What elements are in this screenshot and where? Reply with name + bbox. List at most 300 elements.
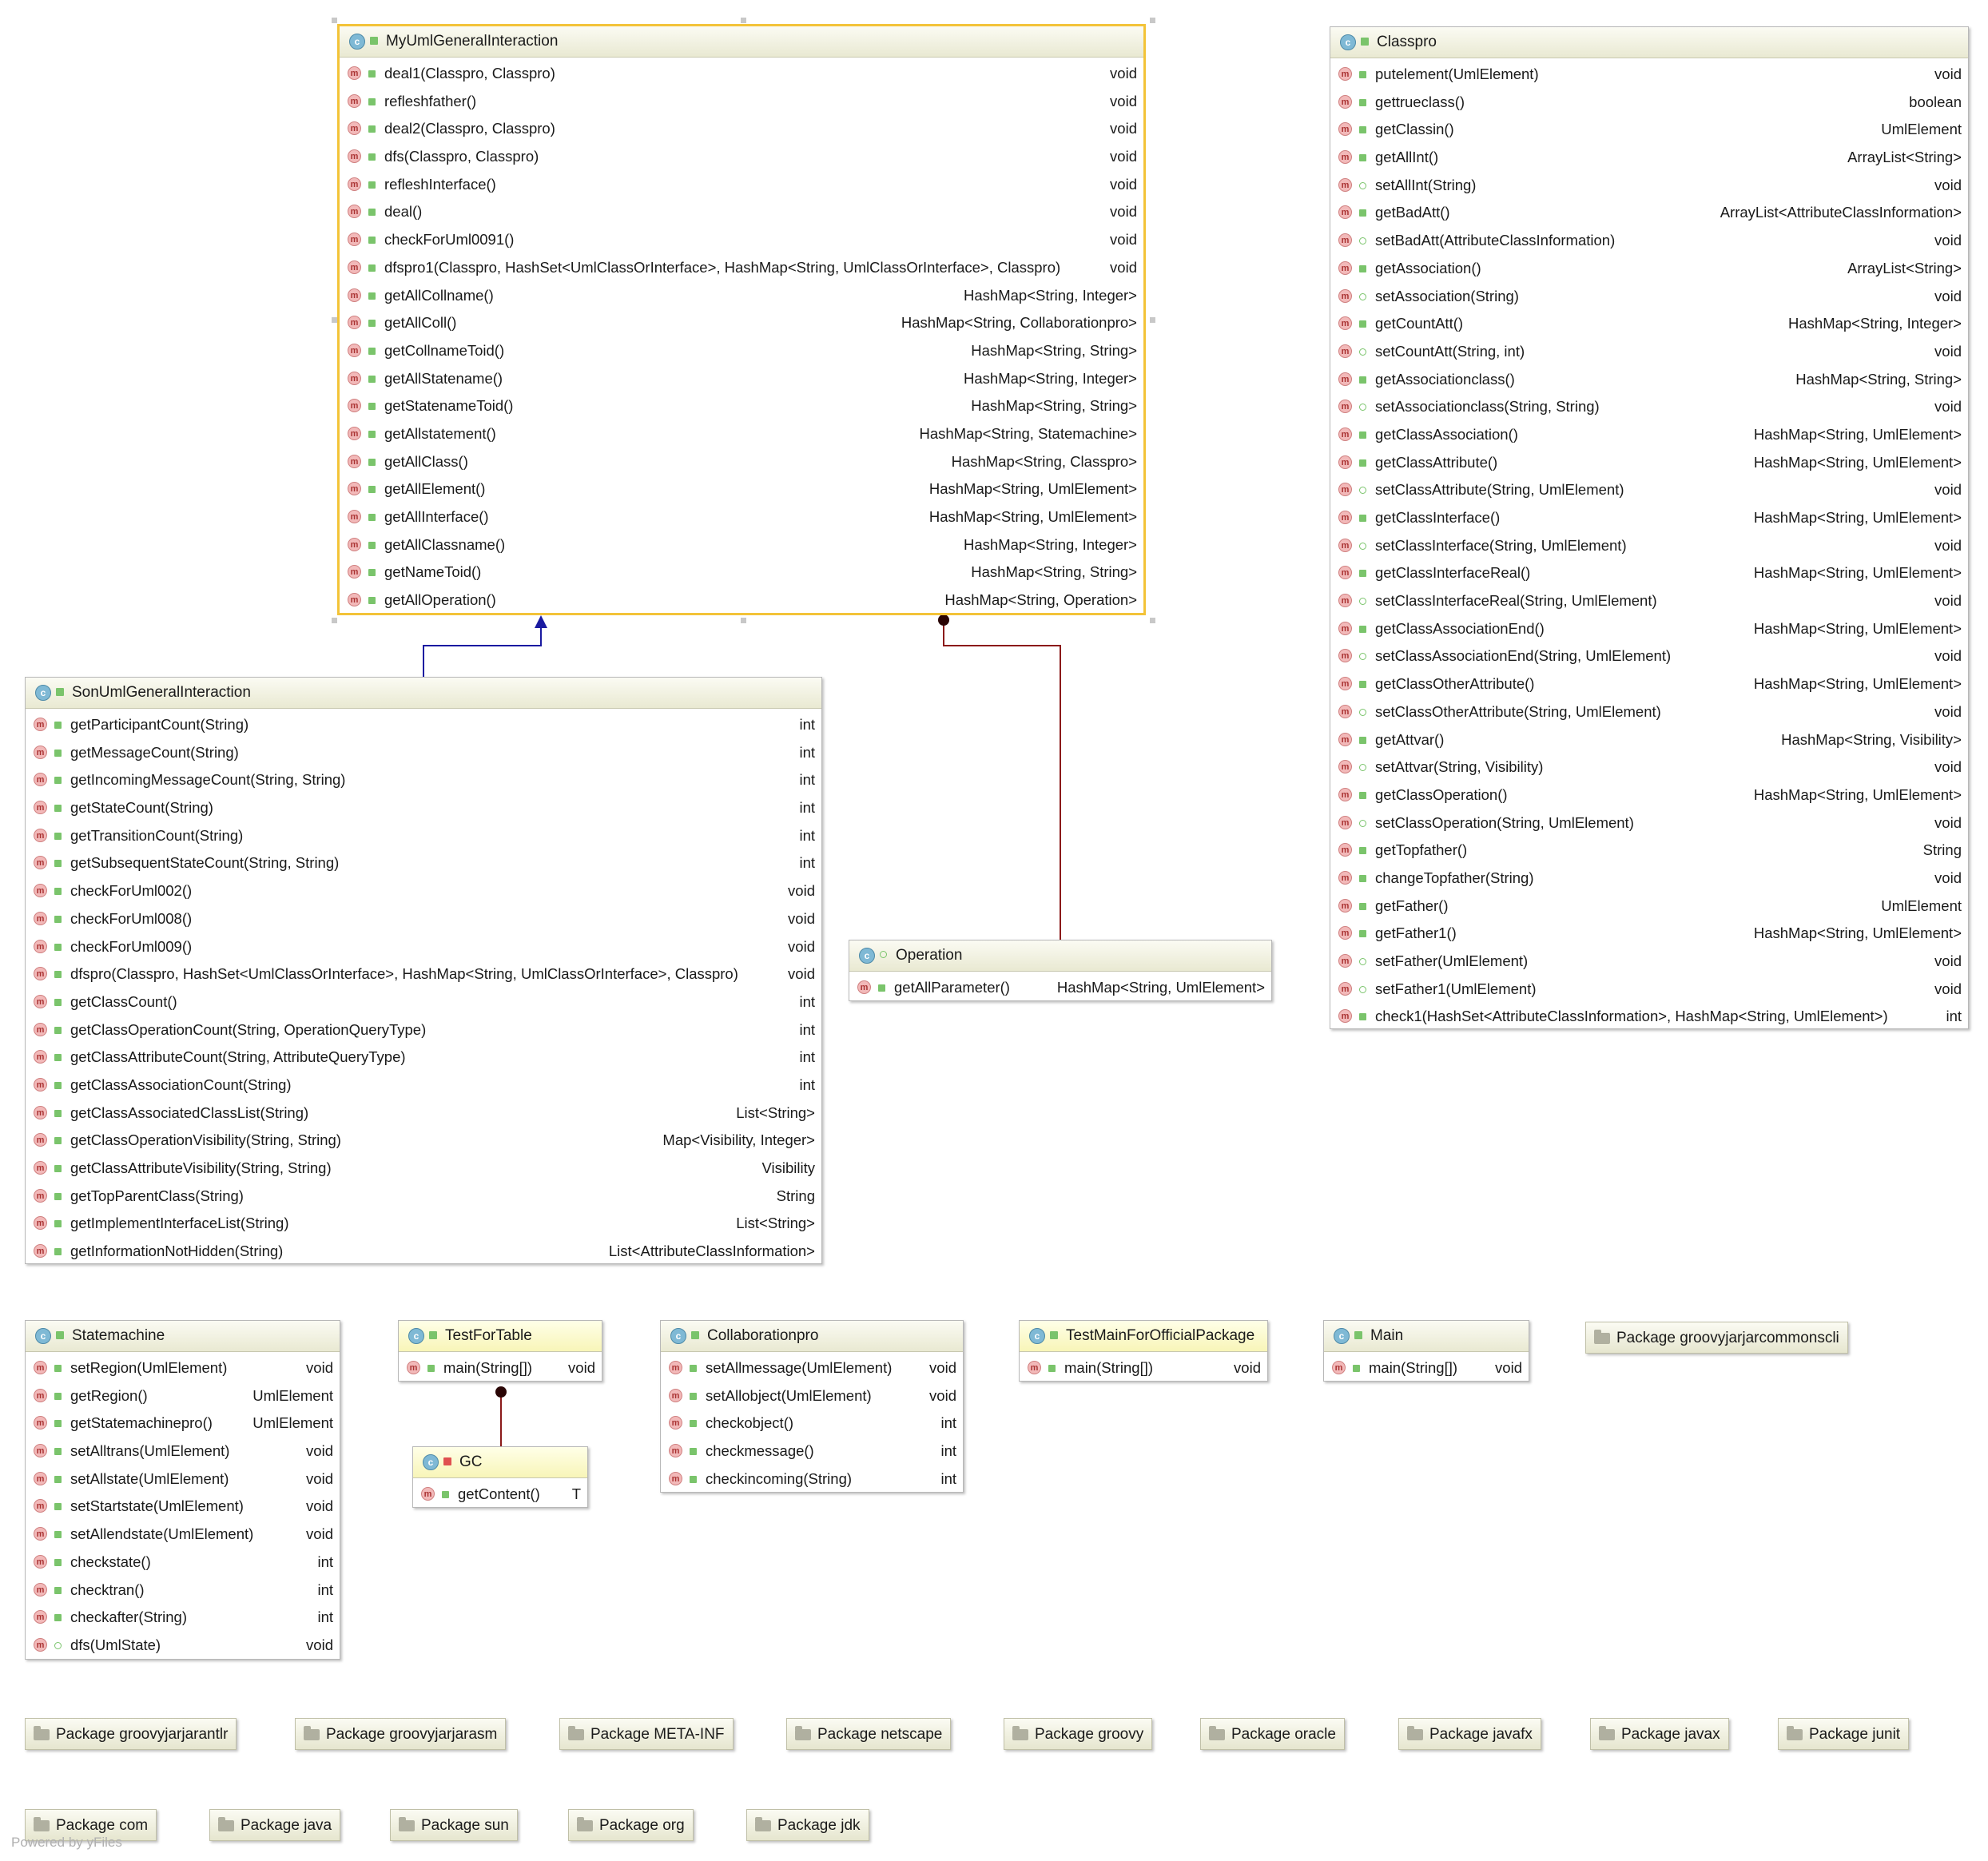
return-type: void	[788, 937, 815, 955]
method-signature: setClassOtherAttribute(String, UmlElement)	[1375, 702, 1661, 720]
public-visibility-icon	[368, 237, 376, 244]
public-visibility-icon	[54, 916, 62, 923]
package-node[interactable]	[25, 1718, 237, 1750]
method-row[interactable]	[1330, 865, 1968, 893]
class-node[interactable]	[412, 1446, 588, 1508]
class-node[interactable]	[1019, 1320, 1268, 1382]
method-signature: getSubsequentStateCount(String, String)	[70, 854, 340, 872]
return-type: ArrayList<String>	[1847, 259, 1962, 276]
method-icon: m	[1338, 261, 1352, 275]
method-row[interactable]	[1330, 393, 1968, 421]
footer-credit: Powered by yFiles	[11, 1835, 122, 1850]
package-label: Package com	[56, 1817, 149, 1834]
method-signature: getRegion()	[70, 1386, 148, 1404]
method-icon: m	[1338, 733, 1352, 746]
method-icon: m	[1338, 899, 1352, 913]
method-icon: m	[34, 884, 47, 897]
class-header[interactable]	[340, 26, 1143, 58]
class-header[interactable]	[1324, 1321, 1529, 1352]
public-visibility-icon	[54, 1027, 62, 1034]
package-node[interactable]	[1590, 1718, 1729, 1750]
method-row[interactable]	[26, 1438, 340, 1465]
method-row[interactable]	[26, 711, 821, 739]
method-row[interactable]	[1330, 809, 1968, 837]
class-header[interactable]	[1330, 27, 1968, 58]
method-row[interactable]	[340, 420, 1143, 448]
method-icon: m	[348, 233, 361, 246]
return-type: ArrayList<AttributeClassInformation>	[1720, 204, 1962, 221]
method-row[interactable]	[26, 849, 821, 877]
method-row[interactable]	[849, 974, 1271, 1002]
method-row[interactable]	[26, 1632, 340, 1660]
method-row[interactable]	[340, 60, 1143, 88]
method-row[interactable]	[340, 475, 1143, 503]
class-header[interactable]	[661, 1321, 963, 1352]
public-visibility-icon	[368, 569, 376, 576]
class-header[interactable]	[413, 1447, 587, 1478]
public-visibility-icon	[1359, 626, 1366, 633]
method-signature: setAttvar(String, Visibility)	[1375, 758, 1544, 776]
inheritance-arrowhead	[535, 615, 547, 628]
method-row[interactable]	[26, 1577, 340, 1605]
method-row[interactable]	[413, 1481, 587, 1509]
public-visibility-icon	[368, 292, 376, 300]
public-visibility-icon	[368, 597, 376, 604]
return-type: void	[929, 1359, 956, 1376]
public-visibility-icon	[1359, 737, 1366, 744]
selection-handle[interactable]	[741, 18, 746, 23]
public-visibility-icon	[1359, 71, 1366, 78]
method-icon: m	[348, 94, 361, 108]
method-icon: m	[348, 177, 361, 191]
method-icon: m	[348, 149, 361, 163]
public-visibility-icon	[1359, 376, 1366, 384]
method-row[interactable]	[1330, 172, 1968, 200]
method-row[interactable]	[26, 1604, 340, 1632]
return-type: void	[788, 965, 815, 983]
method-signature: getAllClass()	[384, 452, 468, 470]
method-icon: m	[34, 1106, 47, 1119]
method-row[interactable]	[26, 822, 821, 850]
package-node[interactable]	[568, 1809, 694, 1841]
package-node[interactable]	[1004, 1718, 1152, 1750]
return-type: HashMap<String, Operation>	[944, 591, 1137, 609]
method-signature: setAssociation(String)	[1375, 287, 1519, 304]
method-row[interactable]	[340, 143, 1143, 171]
method-row[interactable]	[26, 1155, 821, 1183]
public-visibility-icon	[1359, 1013, 1366, 1020]
return-type: int	[799, 1076, 815, 1093]
method-icon: m	[34, 967, 47, 980]
method-row[interactable]	[340, 587, 1143, 614]
class-name: Classpro	[1377, 34, 1437, 50]
method-row[interactable]	[26, 1549, 340, 1577]
method-row[interactable]	[1324, 1354, 1529, 1382]
return-type: void	[568, 1359, 595, 1376]
method-signature: getClassInterfaceReal()	[1375, 564, 1531, 582]
method-icon: m	[669, 1361, 682, 1374]
method-signature: setFather1(UmlElement)	[1375, 980, 1537, 997]
method-row[interactable]	[340, 337, 1143, 365]
method-signature: getClassAssociatedClassList(String)	[70, 1103, 309, 1121]
method-row[interactable]	[1330, 476, 1968, 504]
method-row[interactable]	[1330, 642, 1968, 670]
method-row[interactable]	[1330, 338, 1968, 366]
method-row[interactable]	[1330, 116, 1968, 144]
return-type: void	[1934, 176, 1962, 193]
public-visibility-icon	[1359, 209, 1366, 217]
return-type: int	[1946, 1008, 1962, 1025]
public-visibility-icon	[1359, 792, 1366, 799]
public-visibility-icon	[1359, 930, 1366, 937]
method-row[interactable]	[1330, 615, 1968, 643]
method-row[interactable]	[26, 960, 821, 988]
public-visibility-icon	[690, 1393, 697, 1400]
method-row[interactable]	[661, 1354, 963, 1382]
method-row[interactable]	[340, 365, 1143, 393]
method-row[interactable]	[26, 739, 821, 767]
return-type: int	[799, 771, 815, 789]
method-signature: getInformationNotHidden(String)	[70, 1243, 284, 1260]
method-row[interactable]	[1330, 893, 1968, 921]
method-row[interactable]	[1330, 89, 1968, 117]
method-row[interactable]	[26, 1100, 821, 1127]
method-row[interactable]	[26, 1127, 821, 1155]
package-node[interactable]	[390, 1809, 518, 1841]
method-row[interactable]	[661, 1410, 963, 1438]
method-icon: m	[34, 856, 47, 869]
method-row[interactable]	[1330, 837, 1968, 865]
method-row[interactable]	[340, 448, 1143, 476]
method-signature: changeTopfather(String)	[1375, 869, 1534, 886]
method-signature: getClassAttribute()	[1375, 453, 1498, 471]
class-header[interactable]	[399, 1321, 602, 1352]
return-type: HashMap<String, Visibility>	[1781, 730, 1962, 748]
method-row[interactable]	[26, 794, 821, 822]
method-row[interactable]	[1330, 199, 1968, 227]
selection-handle[interactable]	[332, 317, 337, 323]
public-visibility-icon	[1354, 1331, 1362, 1339]
method-row[interactable]	[26, 1238, 821, 1266]
method-row[interactable]	[661, 1382, 963, 1410]
package-node[interactable]	[1200, 1718, 1345, 1750]
method-signature: main(String[])	[1369, 1359, 1458, 1376]
folder-icon	[34, 1729, 50, 1740]
method-icon: m	[348, 565, 361, 579]
method-icon: m	[1338, 400, 1352, 413]
public-visibility-icon	[368, 376, 376, 383]
method-row[interactable]	[1330, 310, 1968, 338]
return-type: void	[1934, 398, 1962, 416]
method-signature: dfspro(Classpro, HashSet<UmlClassOrInterface>, HashMap<String, UmlClassOrInterface>, Classpro)	[70, 965, 738, 983]
method-row[interactable]	[26, 1521, 340, 1549]
method-signature: getClassAssociationCount(String)	[70, 1076, 292, 1093]
method-list	[26, 1352, 340, 1660]
return-type: void	[1110, 65, 1137, 82]
method-signature: setAssociationclass(String, String)	[1375, 398, 1600, 416]
method-row[interactable]	[26, 1210, 821, 1238]
public-visibility-icon	[54, 750, 62, 757]
return-type: HashMap<String, UmlElement>	[928, 508, 1137, 525]
method-signature: getClassOperation()	[1375, 785, 1508, 803]
method-row[interactable]	[1330, 421, 1968, 449]
method-row[interactable]	[1330, 948, 1968, 976]
method-signature: check1(HashSet<AttributeClassInformation>, HashMap<String, UmlElement>)	[1375, 1008, 1888, 1025]
method-row[interactable]	[26, 1493, 340, 1521]
package-visibility-icon	[880, 951, 887, 958]
class-node[interactable]	[337, 24, 1146, 615]
selection-handle[interactable]	[1150, 18, 1155, 23]
method-row[interactable]	[340, 171, 1143, 199]
method-signature: setClassAttribute(String, UmlElement)	[1375, 481, 1624, 499]
return-type: void	[306, 1497, 333, 1515]
method-icon: m	[348, 316, 361, 329]
method-icon: m	[1338, 871, 1352, 885]
method-row[interactable]	[1020, 1354, 1267, 1382]
public-visibility-icon	[1048, 1365, 1056, 1372]
method-row[interactable]	[340, 226, 1143, 254]
return-type: HashMap<String, Integer>	[964, 535, 1137, 553]
class-node[interactable]	[25, 677, 822, 1264]
method-row[interactable]	[26, 766, 821, 794]
method-signature: setAllInt(String)	[1375, 176, 1477, 193]
method-signature: setCountAtt(String, int)	[1375, 342, 1525, 360]
method-signature: checkafter(String)	[70, 1608, 187, 1626]
method-signature: setAllstate(UmlElement)	[70, 1469, 229, 1487]
package-node[interactable]	[1778, 1718, 1909, 1750]
return-type: HashMap<String, Collaborationpro>	[901, 314, 1137, 332]
method-row[interactable]	[661, 1438, 963, 1465]
method-signature: getIncomingMessageCount(String, String)	[70, 771, 346, 789]
method-row[interactable]	[340, 531, 1143, 559]
package-node[interactable]	[295, 1718, 506, 1750]
public-visibility-icon	[54, 971, 62, 978]
method-icon: m	[1338, 677, 1352, 690]
method-row[interactable]	[1330, 144, 1968, 172]
method-row[interactable]	[1330, 61, 1968, 89]
method-icon: m	[348, 205, 361, 218]
method-signature: getFather()	[1375, 897, 1449, 914]
method-row[interactable]	[1330, 587, 1968, 615]
return-type: UmlElement	[1881, 121, 1962, 138]
public-visibility-icon	[1353, 1365, 1360, 1372]
package-node[interactable]	[746, 1809, 869, 1841]
class-node[interactable]	[398, 1320, 602, 1382]
method-row[interactable]	[1330, 532, 1968, 560]
method-signature: dfspro1(Classpro, HashSet<UmlClassOrInterface>, HashMap<String, UmlClassOrInterface>, Classpro)	[384, 258, 1061, 276]
method-icon: m	[34, 1133, 47, 1147]
method-row[interactable]	[340, 115, 1143, 143]
method-row[interactable]	[26, 905, 821, 933]
method-icon: m	[1338, 178, 1352, 192]
public-visibility-icon	[54, 1531, 62, 1538]
method-signature: checkForUml009()	[70, 937, 193, 955]
method-signature: getFather1()	[1375, 925, 1457, 942]
method-row[interactable]	[340, 198, 1143, 226]
method-icon: m	[34, 746, 47, 759]
method-icon: m	[669, 1416, 682, 1430]
method-row[interactable]	[340, 392, 1143, 420]
method-row[interactable]	[26, 1382, 340, 1410]
method-icon: m	[34, 1472, 47, 1485]
class-node[interactable]	[849, 940, 1272, 1001]
method-row[interactable]	[1330, 255, 1968, 283]
method-row[interactable]	[1330, 726, 1968, 754]
method-row[interactable]	[1330, 559, 1968, 587]
return-type: String	[776, 1187, 815, 1204]
package-label: Package javafx	[1429, 1726, 1533, 1743]
class-header[interactable]	[26, 678, 821, 709]
method-row[interactable]	[340, 559, 1143, 587]
return-type: UmlElement	[1881, 897, 1962, 914]
selection-handle[interactable]	[332, 618, 337, 623]
class-header[interactable]	[26, 1321, 340, 1352]
method-icon: m	[34, 912, 47, 925]
return-type: int	[317, 1608, 333, 1626]
method-row[interactable]	[1330, 976, 1968, 1004]
package-visibility-icon	[1359, 182, 1366, 189]
public-visibility-icon	[1050, 1331, 1058, 1339]
return-type: HashMap<String, Statemachine>	[919, 424, 1137, 442]
package-node[interactable]	[1398, 1718, 1541, 1750]
method-icon: m	[348, 288, 361, 302]
class-icon: c	[670, 1328, 686, 1344]
public-visibility-icon	[1359, 570, 1366, 577]
method-row[interactable]	[26, 1072, 821, 1100]
method-signature: getAllParameter()	[894, 979, 1010, 996]
return-type: int	[799, 826, 815, 844]
method-signature: checkForUml008()	[70, 909, 193, 927]
method-row[interactable]	[26, 1044, 821, 1072]
package-node[interactable]	[209, 1809, 340, 1841]
class-header[interactable]	[1020, 1321, 1267, 1352]
class-node[interactable]	[25, 1320, 340, 1660]
package-label: Package org	[599, 1817, 685, 1834]
method-row[interactable]	[1330, 670, 1968, 698]
selection-handle[interactable]	[1150, 317, 1155, 323]
folder-icon	[1599, 1729, 1615, 1740]
method-row[interactable]	[399, 1354, 602, 1382]
method-row[interactable]	[1330, 920, 1968, 948]
method-icon: m	[1338, 1009, 1352, 1023]
class-node[interactable]	[660, 1320, 964, 1493]
method-icon: m	[1338, 483, 1352, 496]
package-visibility-icon	[1359, 237, 1366, 245]
association-end-dot	[495, 1386, 507, 1398]
public-visibility-icon	[1359, 515, 1366, 522]
method-row[interactable]	[340, 88, 1143, 116]
method-signature: getClassAttributeCount(String, AttributeQueryType)	[70, 1048, 406, 1066]
method-row[interactable]	[1330, 504, 1968, 532]
method-list	[399, 1352, 602, 1382]
method-signature: setBadAtt(AttributeClassInformation)	[1375, 232, 1616, 249]
package-node[interactable]	[786, 1718, 951, 1750]
class-node[interactable]	[1330, 26, 1969, 1029]
method-row[interactable]	[26, 1465, 340, 1493]
package-label: Package junit	[1809, 1726, 1901, 1743]
method-row[interactable]	[1330, 449, 1968, 477]
method-signature: getCountAtt()	[1375, 315, 1464, 332]
static-class-icon: c	[1334, 1328, 1350, 1344]
return-type: HashMap<String, Classpro>	[951, 452, 1137, 470]
class-name: TestMainForOfficialPackage	[1066, 1327, 1255, 1344]
return-type: HashMap<String, Integer>	[964, 286, 1137, 304]
public-visibility-icon	[54, 1082, 62, 1089]
method-icon: m	[34, 1216, 47, 1230]
method-signature: getClassAssociationEnd()	[1375, 619, 1545, 637]
method-signature: setClassAssociationEnd(String, UmlElement)	[1375, 647, 1672, 665]
public-visibility-icon	[54, 1165, 62, 1172]
method-row[interactable]	[340, 254, 1143, 282]
package-node[interactable]	[559, 1718, 734, 1750]
method-row[interactable]	[340, 503, 1143, 531]
method-row[interactable]	[26, 877, 821, 905]
method-row[interactable]	[661, 1465, 963, 1493]
selection-handle[interactable]	[741, 618, 746, 623]
method-row[interactable]	[1330, 698, 1968, 726]
method-row[interactable]	[1330, 781, 1968, 809]
method-row[interactable]	[340, 282, 1143, 310]
public-visibility-icon	[368, 209, 376, 216]
return-type: int	[940, 1442, 956, 1460]
method-signature: getCollnameToid()	[384, 341, 505, 359]
method-signature: refleshInterface()	[384, 175, 496, 193]
method-signature: deal()	[384, 203, 423, 221]
class-node[interactable]	[1323, 1320, 1529, 1382]
method-row[interactable]	[26, 933, 821, 961]
method-signature: setRegion(UmlElement)	[70, 1359, 228, 1376]
public-visibility-icon	[368, 70, 376, 78]
selection-handle[interactable]	[1150, 618, 1155, 623]
method-row[interactable]	[1330, 227, 1968, 255]
package-node[interactable]	[1585, 1322, 1848, 1354]
method-row[interactable]	[1330, 1003, 1968, 1031]
method-icon: m	[1338, 344, 1352, 358]
method-row[interactable]	[1330, 366, 1968, 394]
return-type: int	[799, 854, 815, 872]
method-signature: putelement(UmlElement)	[1375, 66, 1539, 82]
package-label: Package oracle	[1231, 1726, 1336, 1743]
class-header[interactable]	[849, 940, 1271, 972]
class-name: Main	[1370, 1327, 1404, 1344]
method-signature: getStateCount(String)	[70, 799, 213, 817]
method-icon: m	[34, 1444, 47, 1457]
method-row[interactable]	[26, 1354, 340, 1382]
method-signature: getTopParentClass(String)	[70, 1187, 244, 1204]
folder-icon	[568, 1729, 584, 1740]
association-edge-operation[interactable]	[944, 620, 1060, 940]
selection-handle[interactable]	[332, 18, 337, 23]
public-visibility-icon	[690, 1365, 697, 1372]
method-row[interactable]	[1330, 283, 1968, 311]
method-icon: m	[34, 1499, 47, 1513]
method-row[interactable]	[26, 1410, 340, 1438]
class-name: GC	[459, 1453, 483, 1470]
return-type: void	[929, 1386, 956, 1404]
public-visibility-icon	[1359, 459, 1366, 467]
method-row[interactable]	[340, 309, 1143, 337]
method-icon: m	[1338, 705, 1352, 718]
return-type: ArrayList<String>	[1847, 149, 1962, 166]
method-row[interactable]	[1330, 754, 1968, 781]
inheritance-edge[interactable]	[423, 627, 541, 677]
method-row[interactable]	[26, 1183, 821, 1211]
folder-icon	[1012, 1729, 1028, 1740]
class-name: Collaborationpro	[707, 1327, 819, 1344]
class-name: TestForTable	[445, 1327, 532, 1344]
method-row[interactable]	[26, 1016, 821, 1044]
method-row[interactable]	[26, 988, 821, 1016]
